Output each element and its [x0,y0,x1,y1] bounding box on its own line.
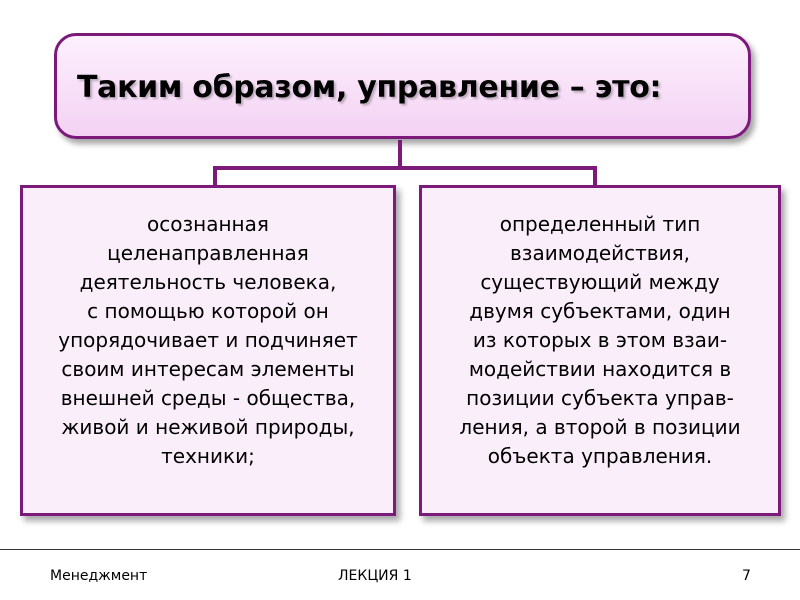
slide-title: Таким образом, управление – это: [77,70,662,105]
footer-divider [0,549,800,550]
footer-lecture: ЛЕКЦИЯ 1 [338,568,412,584]
definition-text-left: осознанная целенаправленная деятельность человека, с помощью которой он упорядочивает и подчиняет своим интересам элементы внешней среды - общества, живой и неживой природы, техники; [58,212,358,468]
definition-box-right [419,185,781,516]
definition-text-right: определенный тип взаимодействия, существующий между двумя субъектами, один из которых в этом взаи- модействии находится в позиции субъекта управ- ления, а второй в позиции объекта управления. [459,212,741,468]
footer-page-number: 7 [742,568,751,584]
definition-box-left [20,185,396,516]
footer-course: Менеджмент [50,568,148,584]
